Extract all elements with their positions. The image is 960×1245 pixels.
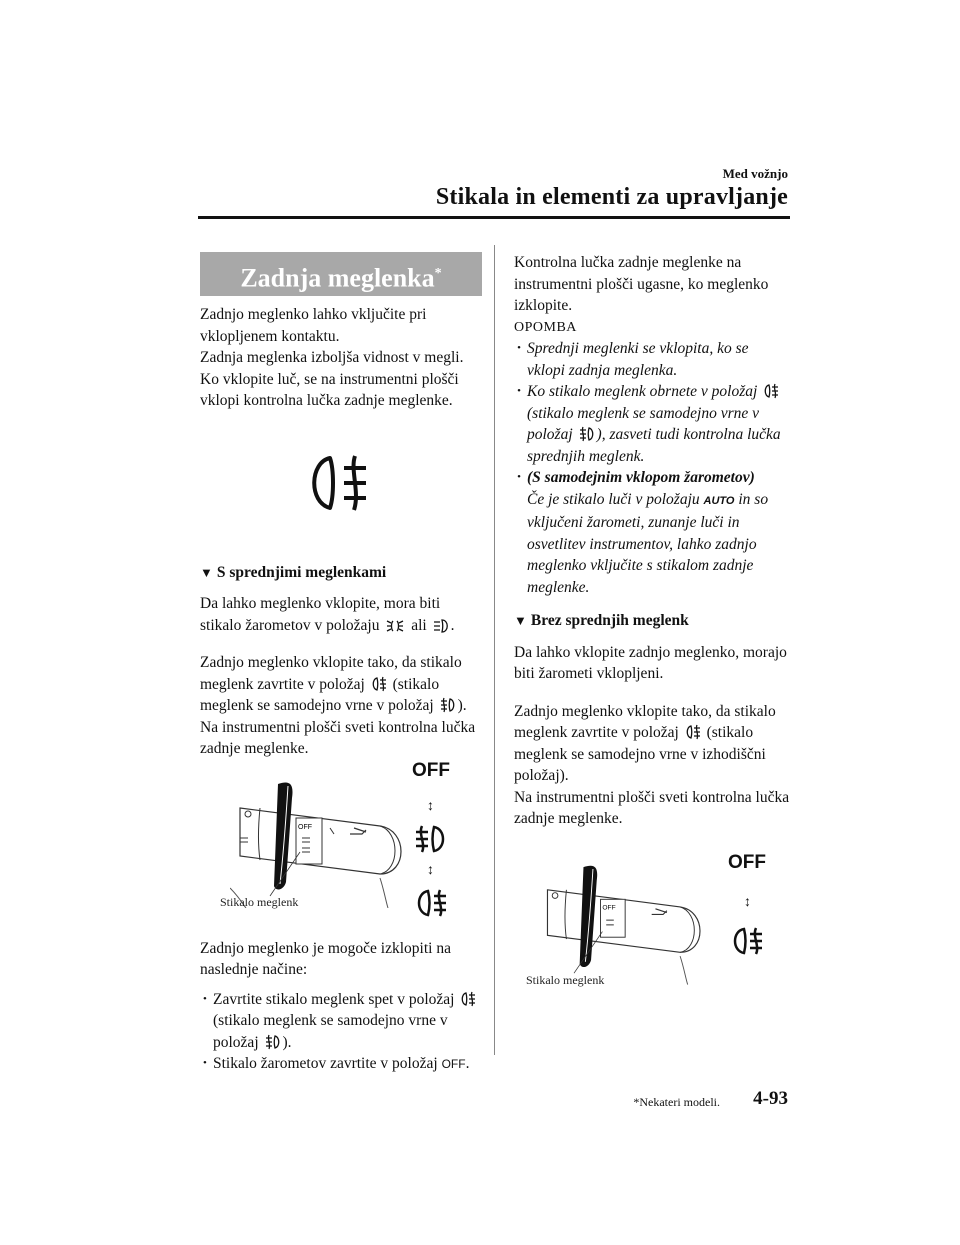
- section-banner: [200, 252, 482, 296]
- rear-fog-icon: [763, 383, 779, 399]
- rear-fog-icon: [414, 888, 448, 918]
- off-symbol: OFF: [441, 1057, 466, 1071]
- subsection-heading: ▼ Brez sprednjih meglenk: [514, 612, 689, 629]
- switch-lever-drawing: [230, 778, 420, 908]
- off-label: OFF: [412, 759, 450, 781]
- list-item: • Ko stikalo meglenk obrnete v položaj (stikalo meglenk se samodejno vrne v položaj ), zasveti tudi kontrolna lučka sprednjih meglenk.: [514, 381, 790, 467]
- intro-paragraph-1: Zadnjo meglenko lahko vključite pri vklopljenem kontaktu.: [200, 306, 427, 345]
- rear-fog-icon: [371, 676, 387, 692]
- rear-fog-icon: [730, 926, 764, 956]
- triangle-icon: ▼: [200, 564, 213, 580]
- note-label: OPOMBA: [514, 319, 577, 335]
- triangle-icon: ▼: [514, 613, 527, 628]
- rear-fog-icon: [460, 991, 476, 1007]
- auto-symbol: AUTO: [703, 494, 735, 507]
- rear-fog-icon: [304, 452, 374, 514]
- requirement-paragraph: Da lahko vklopite zadnjo meglenko, morajo biti žarometi vklopljeni.: [514, 643, 787, 682]
- parking-light-icon: [385, 619, 405, 633]
- intro-paragraph-2: Zadnja meglenka izboljša vidnost v megli. Ko vklopite luč, se na instrumentni plošči vklopi kontrolna lučka zadnje meglenke.: [200, 349, 464, 409]
- rear-fog-icon: [685, 724, 701, 740]
- front-fog-icon: [265, 1034, 281, 1050]
- front-fog-icon: [440, 697, 456, 713]
- svg-text:OFF: OFF: [298, 823, 312, 831]
- indicator-off-paragraph: Kontrolna lučka zadnje meglenke na instrumentni plošči ugasne, ko meglenko izklopite.: [514, 254, 769, 314]
- right-column: [514, 252, 790, 1002]
- operation-paragraph: Zadnjo meglenko vklopite tako, da stikalo meglenk zavrtite v položaj (stikalo meglenk se samodejno vrne v položaj ). Na instrumentni plošči sveti kontrolna lučka zadnje meglenke.: [200, 654, 476, 757]
- list-item: • Stikalo žarometov zavrtite v položaj OFF.: [200, 1053, 482, 1076]
- headlight-icon: [433, 619, 449, 633]
- figure-label: Stikalo meglenk: [526, 972, 605, 987]
- prerequisite-paragraph: Da lahko meglenko vklopite, mora biti stikalo žarometov v položaju ali .: [200, 595, 455, 634]
- rear-fog-symbol-figure: [200, 412, 482, 562]
- fog-switch-figure: [200, 760, 482, 922]
- left-column: [200, 252, 482, 1076]
- list-item: • Zavrtite stikalo meglenk spet v položaj (stikalo meglenk se samodejno vrne v položaj ).: [200, 989, 482, 1054]
- banner-title: Zadnja meglenka: [240, 263, 435, 293]
- footnote: *Nekateri modeli.: [633, 1095, 720, 1109]
- list-item: • Sprednji meglenki se vklopita, ko se vklopi zadnja meglenka.: [514, 338, 790, 381]
- off-label: OFF: [728, 851, 766, 873]
- operation-paragraph: Zadnjo meglenko vklopite tako, da stikalo meglenk zavrtite v položaj (stikalo meglenk se samodejno vrne v izhodiščni položaj). Na instrumentni plošči sveti kontrolna lučka zadnje meglenke.: [514, 702, 790, 827]
- page-number: 4-93: [753, 1088, 788, 1109]
- fog-switch-figure: [514, 842, 790, 1002]
- page-title: Stikala in elementi za upravljanje: [435, 184, 788, 210]
- svg-text:OFF: OFF: [602, 904, 616, 912]
- arrow-updown-1: ↕: [427, 798, 434, 814]
- column-divider: [494, 245, 495, 1055]
- figure-label: Stikalo meglenk: [220, 894, 299, 909]
- banner-asterisk: *: [434, 266, 442, 281]
- list-item: • (S samodejnim vklopom žarometov) Če je stikalo luči v položaju AUTO in so vključeni žarometi, zunanje luči in osvetlitev instrumentov, lahko zadnjo meglenko vključite s stikalom zadnje meglenke.: [514, 467, 790, 598]
- switch-off-intro: Zadnjo meglenko je mogoče izklopiti na naslednje načine:: [200, 939, 451, 978]
- arrow-updown-2: ↕: [427, 862, 434, 878]
- switch-lever-drawing: [538, 858, 718, 988]
- subsection-heading: ▼ S sprednjimi meglenkami: [200, 563, 387, 581]
- front-fog-icon: [414, 824, 448, 854]
- arrow-updown: ↕: [744, 894, 751, 910]
- section-label: Med vožnjo: [722, 166, 788, 181]
- front-fog-icon: [579, 426, 595, 442]
- header-rule: [198, 216, 790, 219]
